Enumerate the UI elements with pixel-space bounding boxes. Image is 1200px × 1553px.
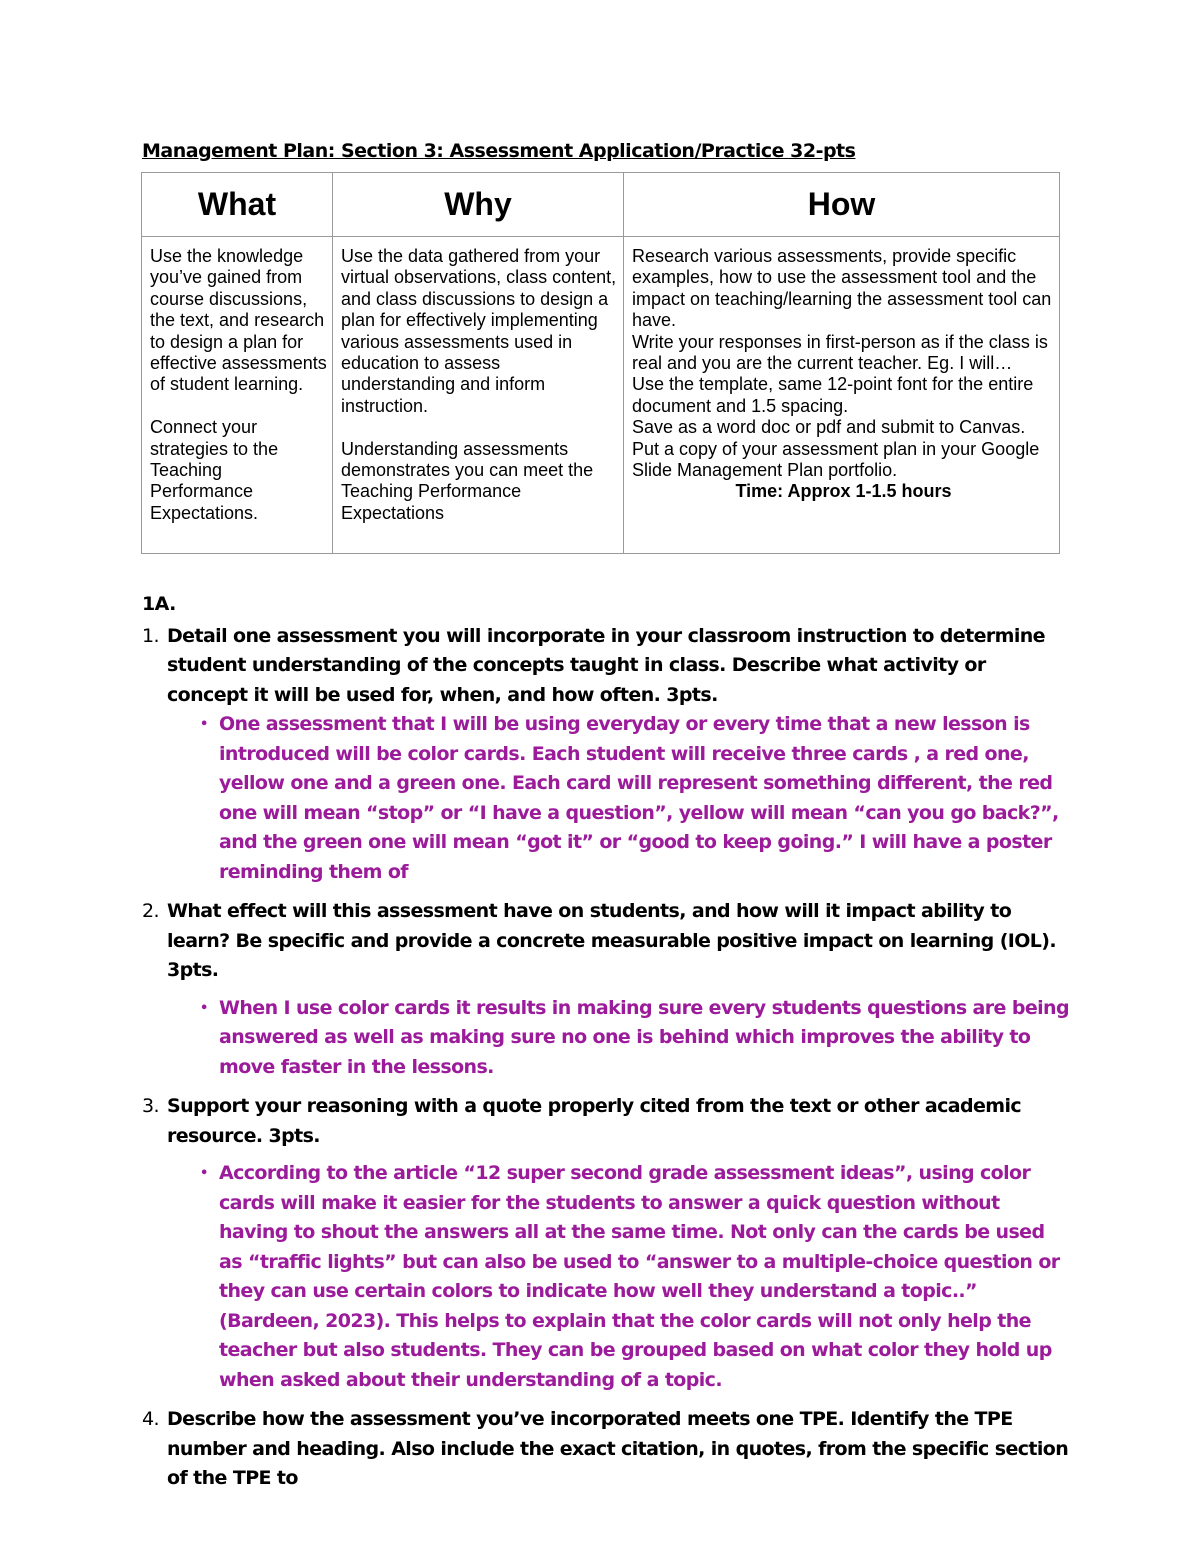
question-3 (142, 1092, 1072, 1151)
answer-text: When I use color cards it results in making sure every students questions are being answered as well as making sure no one is behind which improves the ability to move faster in the lessons. (219, 996, 1069, 1078)
how-line-4: Save as a word doc or pdf and submit to Canvas. (632, 417, 1026, 438)
what-paragraph-2: Connect your strategies to the Teaching Performance Expectations. (150, 417, 279, 523)
question-number: 4. (142, 1408, 159, 1430)
what-paragraph-1: Use the knowledge you’ve gained from course discussions, the text, and research to design a plan for effective assessments of student learning. (150, 246, 327, 395)
question-text: Support your reasoning with a quote properly cited from the text or other academic resource. 3pts. (167, 1095, 1022, 1147)
why-cell (333, 237, 624, 554)
bullet-icon: • (200, 1166, 208, 1181)
paragraph-gap (341, 417, 619, 438)
question-text: Detail one assessment you will incorporate in your classroom instruction to determine student understanding of the concepts taught in class. Describe what activity or concept it will be used for, when, and how often. 3pts. (167, 624, 1045, 706)
table-row (142, 237, 1060, 554)
paragraph-gap (150, 396, 328, 417)
header-what: What (142, 173, 333, 237)
bullet-icon: • (200, 1000, 208, 1016)
why-paragraph-1: Use the data gathered from your virtual observations, class content, and class discussions to design a plan for effectively implementing various assessments used in education to assess understanding and inform instruction. (341, 246, 617, 416)
section-label: 1A. (142, 593, 176, 615)
how-line-1: Research various assessments, provide specific examples, how to use the assessment tool and the impact on teaching/learning the assessment tool can have. (632, 246, 1052, 331)
how-line-3: Use the template, same 12-point font for the entire document and 1.5 spacing. (632, 374, 1034, 416)
question-text: Describe how the assessment you’ve incorporated meets one TPE. Identify the TPE number and heading. Also include the exact citation, in quotes, from the specific section of the TPE to (167, 1408, 1069, 1489)
why-paragraph-2: Understanding assessments demonstrates you can meet the Teaching Performance Expectations (341, 438, 594, 523)
what-cell (142, 237, 333, 554)
bullet-icon: • (200, 717, 208, 732)
how-line-2: Write your responses in first-person as if the class is real and you are the current teacher. Eg. I will… (632, 331, 1048, 374)
question-text: What effect will this assessment have on students, and how will it impact ability to learn? Be specific and provide a concrete measurable positive impact on learning (IOL). 3pts. (167, 900, 1057, 981)
answer-text: According to the article “12 super second grade assessment ideas”, using color cards will make it easier for the students to answer a quick question without having to shout the answers all at the same time. Not only can the cards be used as “traffic lights” but can also be used to “answer to a multiple-choice question or they can use certain colors to indicate how well they understand a topic..” (Bardeen, 2023). This helps to explain that the color cards will not only help the teacher but also students. They can be grouped based on what color they hold up when asked about their understanding of a topic. (219, 1162, 1060, 1391)
question-number: 1. (142, 624, 159, 647)
question-2 (142, 897, 1072, 986)
page-title: Management Plan: Section 3: Assessment Application/Practice 32-pts (142, 140, 856, 162)
header-how: How (624, 173, 1060, 237)
answer-2 (142, 994, 1072, 1083)
question-number: 3. (142, 1095, 159, 1117)
question-1 (142, 622, 1072, 711)
section-1a (142, 590, 1072, 1494)
answer-3 (142, 1159, 1072, 1395)
how-line-5: Put a copy of your assessment plan in your Google Slide Management Plan portfolio. (632, 438, 1040, 481)
header-why: Why (333, 173, 624, 237)
answer-text: One assessment that I will be using everyday or every time that a new lesson is introduced will be color cards. Each student will receive three cards , a red one, yellow one and a green one. Each card will represent something different, the red one will mean “stop” or “I have a question”, yellow will mean “can you go back?”, and the green one will mean “got it” or “good to keep going.” I will have a poster reminding them of (219, 713, 1059, 883)
answer-1 (142, 710, 1072, 887)
how-cell (624, 237, 1060, 554)
rubric-table (141, 172, 1060, 554)
table-header-row (142, 173, 1060, 237)
question-number: 2. (142, 900, 159, 922)
question-4 (142, 1405, 1072, 1494)
time-estimate: Time: Approx 1-1.5 hours (735, 481, 952, 502)
